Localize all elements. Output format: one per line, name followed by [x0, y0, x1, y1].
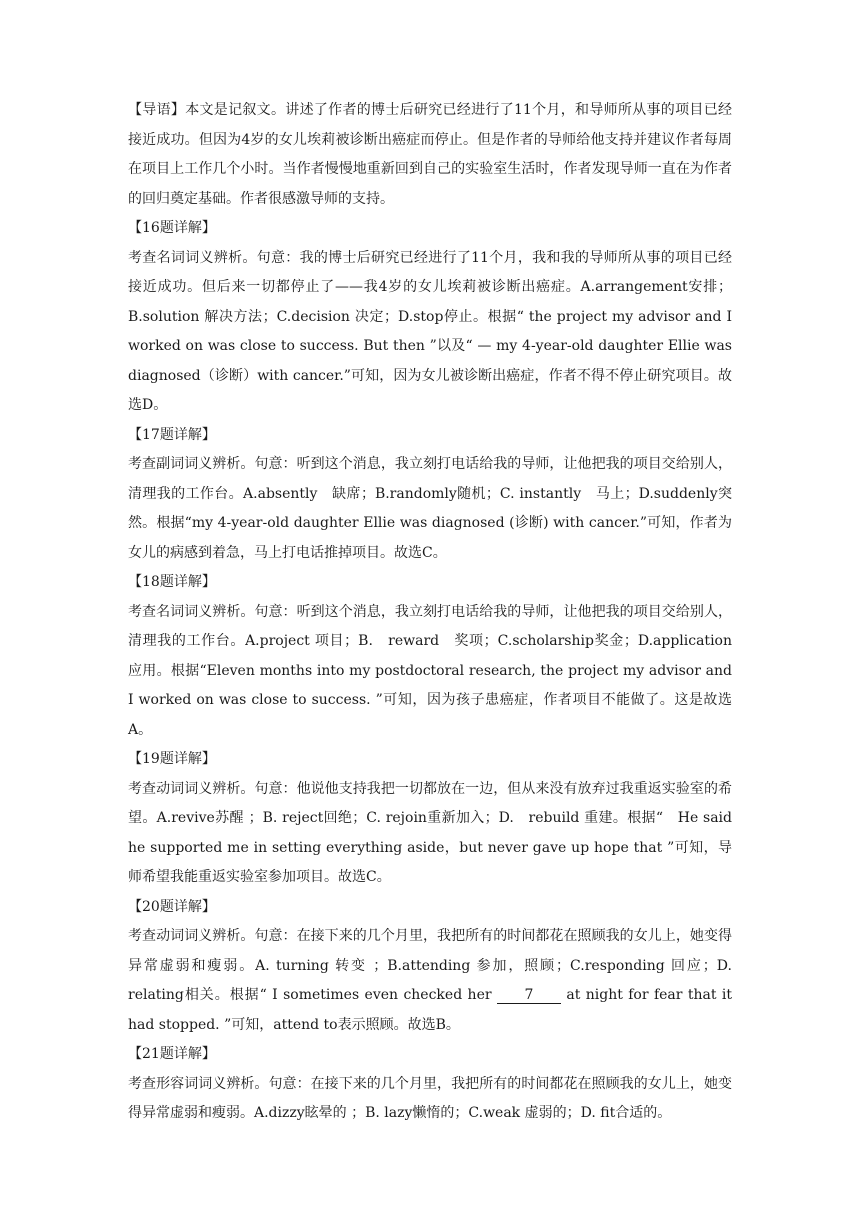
section-body-20-after: at night for fear that it had stopped. ”可知，attend to表示照顾。故选B。 — [128, 987, 732, 1033]
document-content — [128, 96, 732, 1129]
section-heading-17: 【17题详解】 — [128, 426, 216, 443]
section-body-16: 考查名词词义辨析。句意：我的博士后研究已经进行了11个月，我和我的导师所从事的项目已经接近成功。但后来一切都停止了——我4岁的女儿埃莉被诊断出癌症。A.arrangement安排；B.solution 解决方法；C.decision 决定；D.stop停止。根据“ the project my advisor and I worked on was close to success. But then ”以及“ — my 4-year-old daughter Ellie was diagnosed（诊断）with cancer.”可知，因为女儿被诊断出癌症，作者不得不停止研究项目。故选D。 — [128, 249, 732, 413]
section-heading-16: 【16题详解】 — [128, 220, 216, 236]
answer-blank: 7 — [497, 987, 561, 1004]
section-body-19: 考查动词词义辨析。句意：他说他支持我把一切都放在一边，但从来没有放弃过我重返实验室的希望。A.revive苏醒 ；B. reject回绝；C. rejoin重新加入；D. rebuild 重建。根据“ He said he supported me in setting everything aside，but never gave up hope that ”可知，导师希望我能重返实验室参加项目。故选C。 — [128, 780, 732, 885]
section-body-21: 考查形容词词义辨析。句意：在接下来的几个月里，我把所有的时间都花在照顾我的女儿上，她变得异常虚弱和瘦弱。A.dizzy眩晕的 ；B. lazy懒惰的；C.weak 虚弱的；D. fit合适的。 — [128, 1075, 732, 1121]
section-body-20 — [128, 922, 732, 1040]
section-heading-19: 【19题详解】 — [128, 751, 216, 767]
intro-paragraph: 【导语】本文是记叙文。讲述了作者的博士后研究已经进行了11个月，和导师所从事的项目已经接近成功。但因为4岁的女儿埃莉被诊断出癌症而停止。但是作者的导师给他支持并建议作者每周在项目上工作几个小时。当作者慢慢地重新回到自己的实验室生活时，作者发现导师一直在为作者的回归奠定基础。作者很感激导师的支持。 — [128, 102, 732, 207]
section-heading-18: 【18题详解】 — [128, 574, 216, 590]
section-heading-21: 【21题详解】 — [128, 1046, 216, 1062]
section-body-17: 考查副词词义辨析。句意：听到这个消息，我立刻打电话给我的导师，让他把我的项目交给别人，清理我的工作台。A.absently 缺席；B.randomly随机；C. instantly 马上；D.suddenly突然。根据“my 4-year-old daughter Ellie was diagnosed (诊断) with cancer.”可知，作者为女儿的病感到着急，马上打电话推掉项目。故选C。 — [128, 456, 732, 561]
section-body-18: 考查名词词义辨析。句意：听到这个消息，我立刻打电话给我的导师，让他把我的项目交给别人，清理我的工作台。A.project 项目；B. reward 奖项；C.scholarship奖金；D.application应用。根据“Eleven months into my postdoctoral research, the project my advisor and I worked on was close to success. ”可知，因为孩子患癌症，作者项目不能做了。这是故选A。 — [128, 603, 732, 738]
section-heading-20: 【20题详解】 — [128, 898, 216, 915]
section-body-20-before: 考查动词词义辨析。句意：在接下来的几个月里，我把所有的时间都花在照顾我的女儿上，她变得异常虚弱和瘦弱。A. turning 转变 ；B.attending 参加，照顾；C.responding 回应；D. relating相关。根据“ I sometimes even checked her — [128, 928, 732, 1003]
